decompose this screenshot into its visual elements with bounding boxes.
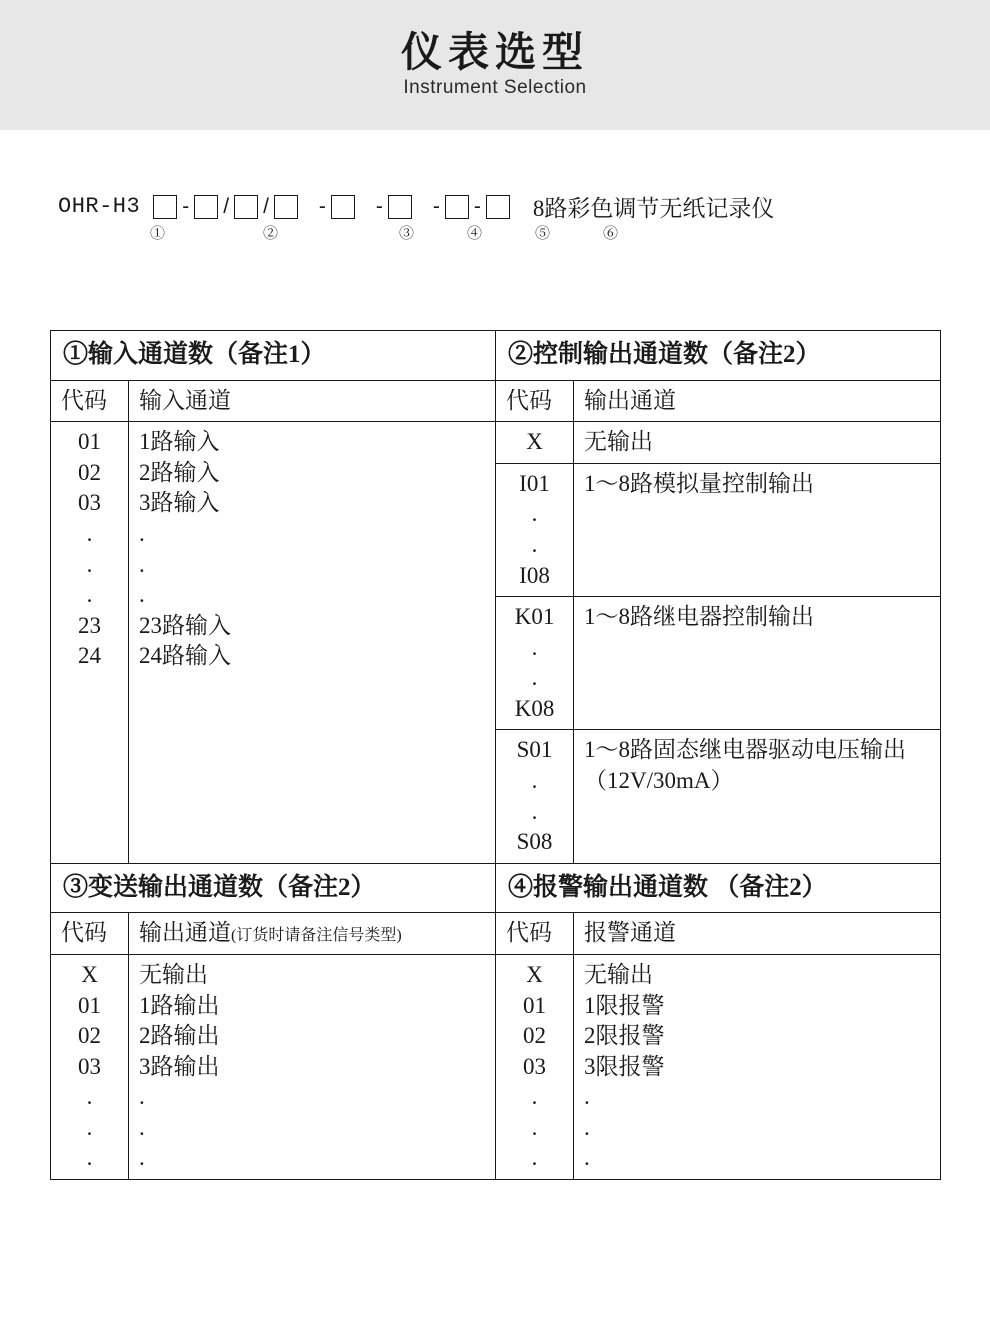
code-box-5 bbox=[331, 195, 355, 219]
list-item: . bbox=[584, 1114, 590, 1140]
section-4-code-list bbox=[496, 955, 574, 1180]
list-item: 23 bbox=[78, 612, 101, 638]
list-item: 01 bbox=[78, 429, 101, 455]
section-2-group-4-codes bbox=[496, 730, 574, 863]
list-item: 24 bbox=[78, 643, 101, 669]
page-subtitle: Instrument Selection bbox=[403, 76, 587, 98]
code-separator-3: / bbox=[263, 194, 269, 218]
list-item: X bbox=[526, 429, 543, 455]
section-3-desc-header-label: 输出通道 bbox=[139, 920, 231, 946]
section-2-group-3-codes bbox=[496, 597, 574, 730]
marker-3: ③ bbox=[399, 225, 415, 242]
list-item: 3路输出 bbox=[139, 1053, 220, 1079]
table-row bbox=[51, 331, 941, 381]
marker-2: ② bbox=[263, 225, 279, 242]
list-item: 2限报警 bbox=[584, 1023, 665, 1049]
list-item: . bbox=[531, 501, 538, 527]
list-item: 3路输入 bbox=[139, 490, 220, 516]
table-row bbox=[51, 422, 941, 464]
list-item: . bbox=[86, 1114, 93, 1140]
list-item: . bbox=[531, 1145, 538, 1171]
list-item: . bbox=[531, 634, 538, 660]
list-item: . bbox=[531, 531, 538, 557]
list-item: . bbox=[584, 1145, 590, 1171]
list-item: K01 bbox=[514, 604, 555, 630]
list-item: 02 bbox=[78, 459, 101, 485]
model-prefix: OHR-H3 bbox=[58, 194, 141, 219]
list-item: 2路输出 bbox=[139, 1023, 220, 1049]
code-box-1 bbox=[153, 195, 177, 219]
list-item: 1路输入 bbox=[139, 429, 220, 455]
section-3-code-list bbox=[51, 955, 129, 1180]
code-box-4 bbox=[274, 195, 298, 219]
section-2-group-4-desc: 1～8路固态继电器驱动电压输出（12V/30mA） bbox=[574, 730, 941, 863]
list-item: 01 bbox=[523, 992, 547, 1018]
code-separator-2: / bbox=[223, 194, 230, 218]
list-item: 2路输入 bbox=[139, 459, 220, 485]
section-2-group-1-codes bbox=[496, 422, 574, 464]
selection-table bbox=[50, 330, 941, 1180]
list-item: . bbox=[86, 1084, 93, 1110]
section-4-title: ④报警输出通道数 （备注2） bbox=[496, 863, 941, 913]
list-item: . bbox=[584, 1084, 590, 1110]
model-code-markers bbox=[58, 222, 658, 246]
section-2-title: ②控制输出通道数（备注2） bbox=[496, 331, 941, 381]
list-item: 无输出 bbox=[139, 962, 208, 988]
section-1-desc-header: 输入通道 bbox=[129, 380, 496, 422]
section-2-group-3-desc: 1～8路继电器控制输出 bbox=[574, 597, 941, 730]
list-item: 23路输入 bbox=[139, 612, 231, 638]
section-2-group-2-codes bbox=[496, 463, 574, 596]
list-item: . bbox=[139, 1114, 145, 1140]
list-item: . bbox=[139, 582, 145, 608]
list-item: 03 bbox=[78, 1053, 101, 1079]
marker-5: ⑤ bbox=[535, 225, 551, 242]
section-3-desc-header bbox=[129, 913, 496, 955]
section-2-group-2-desc: 1～8路模拟量控制输出 bbox=[574, 463, 941, 596]
selection-table-wrap bbox=[50, 330, 940, 1180]
list-item: . bbox=[86, 520, 93, 546]
list-item: 3限报警 bbox=[584, 1053, 665, 1079]
list-item: . bbox=[531, 768, 538, 794]
section-4-code-header: 代码 bbox=[496, 913, 574, 955]
list-item: 02 bbox=[523, 1023, 547, 1049]
section-4-desc-header: 报警通道 bbox=[574, 913, 941, 955]
section-3-desc-header-note: (订货时请备注信号类型) bbox=[231, 927, 402, 945]
code-box-3 bbox=[234, 195, 258, 219]
code-separator-4: - bbox=[318, 194, 326, 218]
model-code-row bbox=[58, 190, 774, 223]
list-item: S01 bbox=[516, 737, 553, 763]
list-item: . bbox=[531, 665, 538, 691]
page-header-banner bbox=[0, 0, 990, 130]
section-1-desc-list bbox=[129, 422, 496, 864]
list-item: I01 bbox=[519, 470, 550, 496]
code-separator-6: - bbox=[432, 194, 440, 218]
code-separator-5: - bbox=[375, 194, 383, 218]
section-1-code-header: 代码 bbox=[51, 380, 129, 422]
list-item: X bbox=[526, 962, 543, 988]
list-item: . bbox=[86, 1145, 93, 1171]
section-2-desc-header: 输出通道 bbox=[574, 380, 941, 422]
page-title: 仪表选型 bbox=[401, 29, 589, 76]
list-item: 02 bbox=[78, 1023, 101, 1049]
section-3-title: ③变送输出通道数（备注2） bbox=[51, 863, 496, 913]
marker-4: ④ bbox=[467, 225, 483, 242]
list-item: . bbox=[139, 1084, 145, 1110]
section-3-code-header: 代码 bbox=[51, 913, 129, 955]
section-1-code-list bbox=[51, 422, 129, 864]
list-item: 03 bbox=[523, 1053, 547, 1079]
marker-6: ⑥ bbox=[603, 225, 619, 242]
list-item: . bbox=[86, 551, 93, 577]
list-item: . bbox=[139, 551, 145, 577]
list-item: . bbox=[139, 520, 145, 546]
list-item: 24路输入 bbox=[139, 643, 231, 669]
list-item: 01 bbox=[78, 992, 101, 1018]
list-item: . bbox=[531, 1114, 538, 1140]
marker-1: ① bbox=[150, 225, 166, 242]
list-item: 1限报警 bbox=[584, 992, 665, 1018]
code-separator-1: - bbox=[182, 194, 190, 218]
list-item: X bbox=[81, 962, 98, 988]
table-row bbox=[51, 913, 941, 955]
table-row bbox=[51, 955, 941, 1180]
section-1-title: ①输入通道数（备注1） bbox=[51, 331, 496, 381]
section-3-desc-list bbox=[129, 955, 496, 1180]
list-item: S08 bbox=[516, 829, 553, 855]
table-row bbox=[51, 380, 941, 422]
table-row bbox=[51, 863, 941, 913]
list-item: K08 bbox=[514, 695, 555, 721]
code-box-8 bbox=[486, 195, 510, 219]
section-2-group-1-desc: 无输出 bbox=[574, 422, 941, 464]
code-separator-7: - bbox=[473, 194, 481, 218]
section-2-code-header: 代码 bbox=[496, 380, 574, 422]
list-item: . bbox=[139, 1145, 145, 1171]
list-item: . bbox=[531, 1084, 538, 1110]
list-item: . bbox=[86, 582, 93, 608]
list-item: . bbox=[531, 798, 538, 824]
code-box-2 bbox=[194, 195, 218, 219]
section-4-desc-list bbox=[574, 955, 941, 1180]
list-item: 无输出 bbox=[584, 962, 654, 988]
code-box-6 bbox=[388, 195, 412, 219]
list-item: I08 bbox=[519, 562, 550, 588]
model-description: 8路彩色调节无纸记录仪 bbox=[532, 196, 775, 221]
model-code-area bbox=[0, 130, 990, 310]
list-item: 1路输出 bbox=[139, 992, 220, 1018]
code-box-7 bbox=[445, 195, 469, 219]
list-item: 03 bbox=[78, 490, 101, 516]
